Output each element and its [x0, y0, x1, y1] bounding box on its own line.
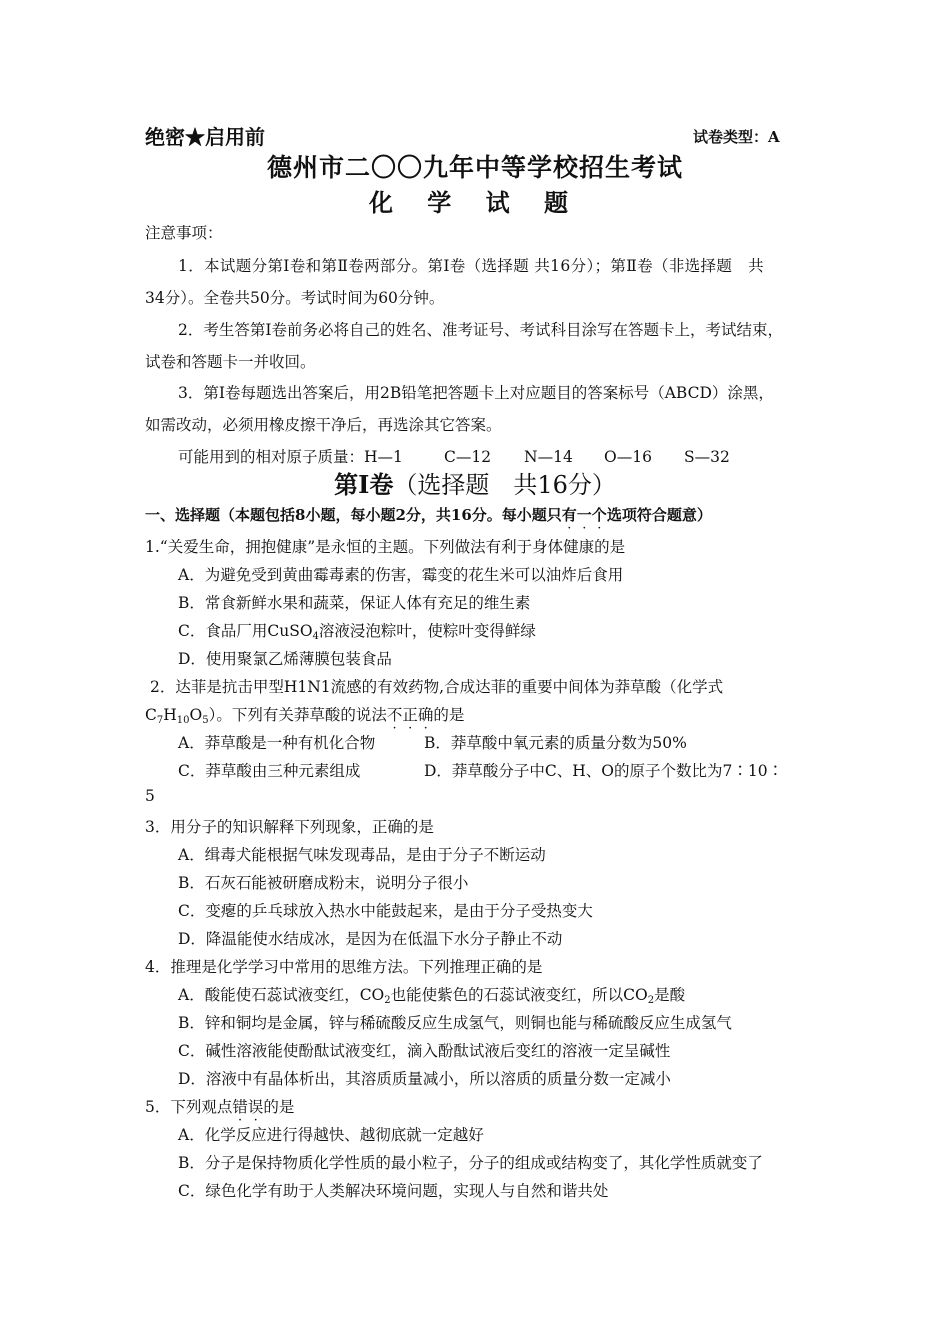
q1-option-b: B．常食新鲜水果和蔬菜，保证人体有充足的维生素 [178, 594, 531, 612]
q4-option-a-text-end: 是酸 [654, 986, 686, 1004]
q2-stem-text: ）。下列有关莽草酸的说法 [208, 706, 387, 724]
q2-option-c: C．莽草酸由三种元素组成 [178, 762, 361, 780]
subscript: 5 [202, 715, 209, 726]
emphasis-char: 正 [402, 706, 418, 724]
section-1-desc: （选择题 共16分） [393, 471, 616, 499]
emphasis-char: 不 [386, 706, 403, 724]
q1-option-c [178, 619, 536, 642]
q3-option-b: B．石灰石能被研磨成粉末，说明分子很小 [178, 874, 469, 892]
section-1-title [0, 465, 950, 500]
exam-subtitle: 化 学 试 题 [368, 188, 582, 217]
formula-part: H [163, 706, 177, 724]
q4-option-a-text: A．酸能使石蕊试液变红，CO [178, 986, 385, 1004]
q5-option-c: C．绿色化学有助于人类解决环境问题，实现人与自然和谐共处 [178, 1182, 609, 1200]
subscript: 2 [384, 995, 391, 1006]
q2-stem-line-2 [145, 703, 464, 726]
q1-option-a: A．为避免受到黄曲霉毒素的伤害，霉变的花生米可以油炸后食用 [178, 566, 624, 584]
emphasis-char: 误 [247, 1098, 264, 1116]
q1-stem: 1.“关爱生命，拥抱健康”是永恒的主题。下列做法有利于身体健康的是 [145, 538, 626, 556]
part-1-instructions [145, 504, 712, 525]
q3-stem: 3．用分子的知识解释下列现象，正确的是 [145, 818, 434, 836]
notes-heading: 注意事项： [145, 224, 223, 242]
q5-stem-text: 5．下列观点 [145, 1098, 233, 1116]
q4-option-c: C．碱性溶液能使酚酞试液变红，滴入酚酞试液后变红的溶液一定呈碱性 [178, 1042, 671, 1060]
note-1-line-2: 34分）。全卷共50分。考试时间为60分钟。 [145, 289, 445, 307]
q4-option-d: D．溶液中有晶体析出，其溶质质量减小，所以溶质的质量分数一定减小 [178, 1070, 671, 1088]
q3-option-d: D．降温能使水结成冰，是因为在低温下水分子静止不动 [178, 930, 563, 948]
q2-option-d-tail: 5 [145, 787, 155, 805]
q2-option-d: D．莽草酸分子中C、H、O的原子个数比为7∶10∶ [424, 762, 784, 780]
q5-option-b: B．分子是保持物质化学性质的最小粒子，分子的组成或结构变了，其化学性质就变了 [178, 1154, 763, 1172]
note-2-line-2: 试卷和答题卡一并收回。 [145, 353, 316, 371]
note-3-line-1: 3．第Ⅰ卷每题选出答案后，用2B铅笔把答题卡上对应题目的答案标号（ABCD）涂黑， [178, 384, 774, 402]
atomic-mass-n: N—14 [524, 448, 573, 466]
atomic-mass-h: H—1 [364, 448, 403, 466]
q4-option-b: B．锌和铜均是金属，锌与稀硫酸反应生成氢气，则铜也能与稀硫酸反应生成氢气 [178, 1014, 732, 1032]
subscript: 7 [156, 715, 164, 726]
atomic-mass-o: O—16 [604, 448, 652, 466]
q5-stem [145, 1095, 294, 1117]
q2-option-b: B．莽草酸中氧元素的质量分数为50% [424, 734, 687, 752]
q4-option-a-text: 也能使紫色的石蕊试液变红，所以CO [390, 986, 648, 1004]
subscript: 10 [176, 715, 190, 726]
section-1-label: 第Ⅰ卷 [334, 470, 394, 499]
part-1-text-end: 选项符合题意） [606, 506, 712, 524]
note-3-line-2: 如需改动，必须用橡皮擦干净后，再选涂其它答案。 [145, 416, 502, 434]
atomic-mass-s: S—32 [684, 448, 730, 466]
q3-option-a: A．缉毒犬能根据气味发现毒品，是由于分子不断运动 [178, 846, 546, 864]
q5-option-a: A．化学反应进行得越快、越彻底就一定越好 [178, 1126, 484, 1144]
subscript: 2 [647, 995, 655, 1006]
atomic-masses-label: 可能用到的相对原子质量： [178, 448, 365, 466]
atomic-masses-line [178, 445, 730, 467]
paper-type-label: 试卷类型：A [693, 128, 780, 146]
formula-part: O [189, 706, 203, 724]
q4-option-a [178, 983, 685, 1006]
subscript: 4 [312, 631, 319, 642]
q3-option-c: C．变瘪的乒乓球放入热水中能鼓起来，是由于分子受热变大 [178, 902, 593, 920]
atomic-mass-c: C—12 [444, 448, 492, 466]
formula-part: C [145, 706, 157, 724]
q1-option-c-text: C．食品厂用CuSO [178, 622, 313, 640]
q2-option-a: A．莽草酸是一种有机化合物 [178, 734, 376, 752]
q5-stem-text-end: 的是 [263, 1098, 295, 1116]
emphasis-char: 确 [417, 706, 434, 724]
emphasis-char: 有 [561, 506, 577, 524]
note-1-line-1: 1．本试题分第Ⅰ卷和第Ⅱ卷两部分。第Ⅰ卷（选择题 共16分）；第Ⅱ卷（非选择题 共 [178, 257, 764, 275]
q4-stem: 4．推理是化学学习中常用的思维方法。下列推理正确的是 [145, 958, 543, 976]
emphasis-char: 错 [232, 1098, 248, 1116]
q1-option-d: D．使用聚氯乙烯薄膜包装食品 [178, 650, 392, 668]
emphasis-char: 一 [576, 506, 592, 524]
part-1-text: 一、选择题（本题包括8小题，每小题2分，共16分。每小题只 [145, 506, 562, 524]
confidential-label: 绝密★启用前 [145, 125, 265, 149]
emphasis-char: 个 [591, 506, 607, 524]
q2-stem-line-1: 2．达菲是抗击甲型H1N1流感的有效药物,合成达菲的重要中间体为莽草酸（化学式 [150, 678, 724, 696]
q1-option-c-text-end: 溶液浸泡粽叶，使粽叶变得鲜绿 [318, 622, 536, 640]
note-2-line-1: 2．考生答第Ⅰ卷前务必将自己的姓名、准考证号、考试科目涂写在答题卡上，考试结束， [178, 321, 783, 339]
exam-title: 德州市二〇〇九年中等学校招生考试 [266, 153, 683, 182]
q2-stem-text-end: 的是 [433, 706, 465, 724]
